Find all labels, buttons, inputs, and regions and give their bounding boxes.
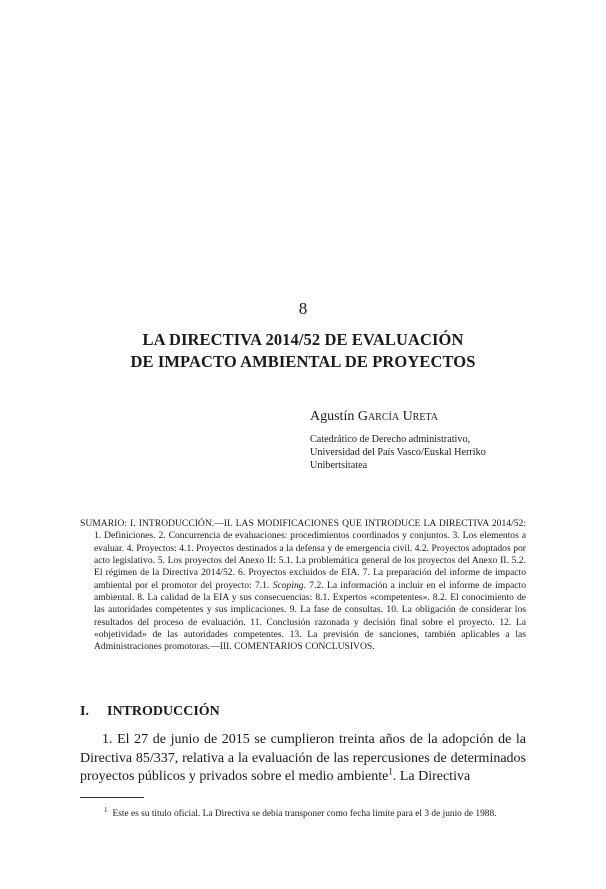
- summary-text: I. INTRODUCCIÓN.—II. LAS MODIFICACIONES QUE INTRODUCE LA DIRECTIVA 2014/52: 1. Definiciones. 2. Concurrencia de evaluaciones: procedimientos coordinados y conjuntos. 3. Los elementos a evaluar. 4. Proyectos: 4.1. Proyectos destinados a la defensa y de emergencia civil. 4.2. Proyectos adoptados por acto legislativo. 5. Los proyectos del Anexo II: 5.1. La problemática general de los proyectos del Anexo II. 5.2. El régimen de la Directiva 2014/52. 6. Proyectos excluidos de EIA. 7. La preparación del informe de impacto ambiental por el promotor del proyecto: 7.1.: [94, 518, 526, 591]
- author-affiliation-line-3: Unibertsitatea: [310, 460, 368, 471]
- footnote-text: Este es su título oficial. La Directiva se debía transponer como fecha límite para el 3 de junio de 1988.: [112, 809, 497, 820]
- author-name: [310, 408, 550, 426]
- chapter-title: [60, 329, 546, 373]
- footnote-reference[interactable]: 1: [388, 766, 393, 777]
- chapter-title-line-1: LA DIRECTIVA 2014/52 DE EVALUACIÓN: [142, 330, 464, 349]
- footnote-mark: 1: [104, 806, 108, 814]
- section-heading: [80, 703, 526, 721]
- section-number: I.: [80, 704, 89, 719]
- author-affiliation-line-1: Catedrático de Derecho administrativo,: [310, 434, 471, 445]
- body-paragraph: [80, 731, 526, 787]
- paragraph-text: 1. El 27 de junio de 2015 se cumplieron treinta años de la adopción de la Directiva 85/337, relativa a la evaluación de las repercusiones de determinados proyectos públicos y privados sobre el medio ambiente: [80, 732, 526, 784]
- author-surname: García Ureta: [357, 409, 438, 424]
- paragraph-text-continued: . La Directiva: [392, 769, 471, 784]
- author-block: [310, 408, 550, 472]
- chapter-number: 8: [298, 299, 308, 318]
- chapter-title-line-2: DE IMPACTO AMBIENTAL DE PROYECTOS: [130, 352, 476, 371]
- summary-text-continued: . 7.2. La información a incluir en el informe de impacto ambiental. 8. La calidad de la EIA y sus consecuencias: 8.1. Expertos «competentes». 8.2. El conocimiento de las autoridades competentes y sus implicaciones. 9. La fase de consultas. 10. La obligación de considerar los resultados del proceso de evaluación. 11. Conclusión razonada y decisión final sobre el proyecto. 12. La «objetividad» de las autoridades competentes. 13. La previsión de sanciones, también aplicables a las Administraciones promotoras.—III. COMENTARIOS CONCLUSIVOS.: [94, 579, 526, 653]
- footnote-divider: [80, 797, 144, 798]
- section-title: INTRODUCCIÓN: [107, 704, 220, 719]
- footnote: [104, 804, 534, 820]
- summary-scoping-term: Scoping: [272, 579, 304, 591]
- author-affiliation-line-2: Universidad del País Vasco/Euskal Herriko: [310, 447, 486, 458]
- chapter-summary: [80, 518, 526, 654]
- author-given-name: Agustín: [310, 409, 355, 424]
- summary-label: SUMARIO:: [80, 518, 127, 529]
